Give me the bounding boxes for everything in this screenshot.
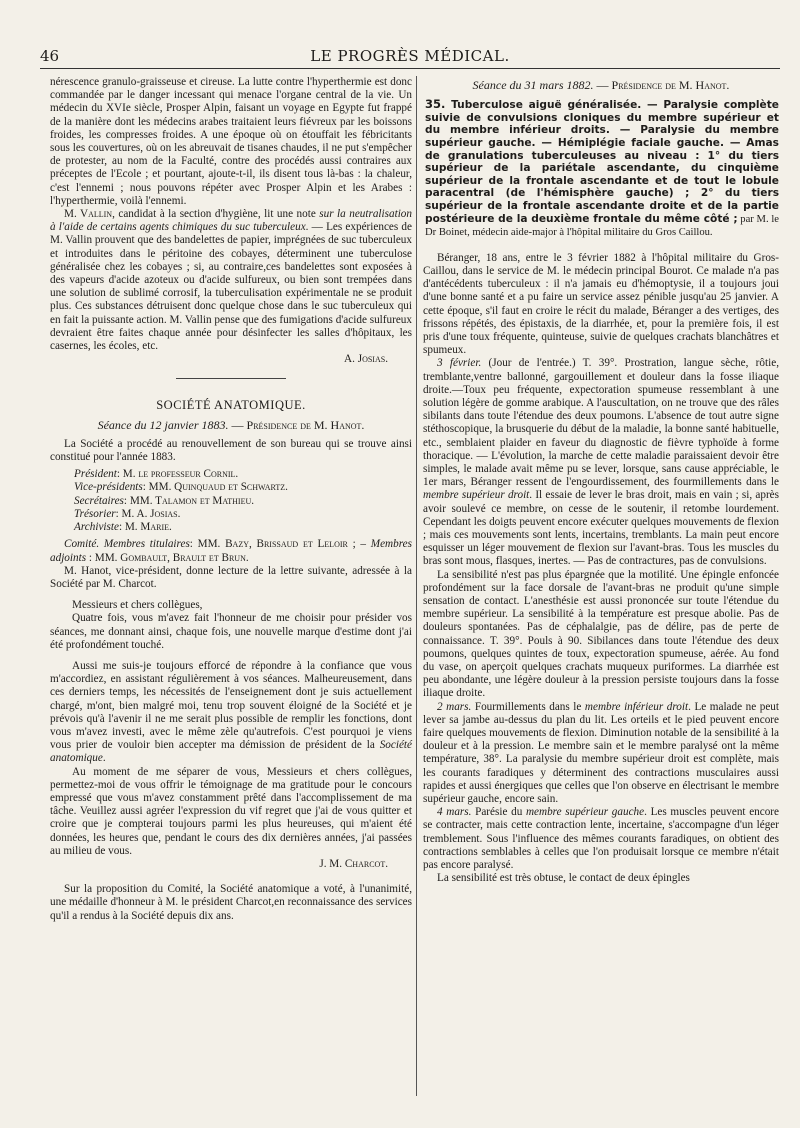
adjoints-names: : MM. Gombault, Brault et Brun. [86,551,249,564]
paragraph-bureau: La Société a procédé au renouvellement de son bureau qui se trouve ainsi constitué pour l'année 1883. [50,437,412,464]
paragraph-2-mars [423,701,779,807]
text-run: . Il essaie de lever le bras droit, mais en vain ; si, après avoir soulevé ce membre, on cesse de le soutenir, il retombe lourdement. Cependant les doigts peuvent encore exécuter quelques mouvements de flexion ; mais ces mouvements sont lents, incertains, tremblants. La main peut encore esquisser un léger mouvement de flexion sur l'avant-bras. Tous les muscles du bras sont mous, flasques, inertes. — Pas de contractures, pas de convulsions. [423,489,779,568]
italic-term: membre supérieur gauche [525,806,645,819]
bureau-role: Secrétaires [74,494,124,507]
paragraph-hyperthermia: nérescence granulo-graisseuse et cireuse. La lutte contre l'hyperthermie est donc commandée par le danger incessant qui menace l'organe central de la vie. Un médecin du XVIe siècle, Prosper Alpin, faisant un voyage en Egypte fut frappé de la manière dont les médecins arabes traitaient leurs fiévreux par les boissons froides, les compresses froides. A une époque où on étouffait les fébricitants sous les couvertures, où on les abreuvait de tisanes chaudes, il ne put s'empêcher de protester, au nom de la Faculté, contre des procédés aussi contraires aux préceptes de l'Ecole ; et pourtant, ajoute-t-il, ils disent tous là-bas : la chaleur, c'est l'ennemi ; nous pouvons répéter avec Prosper Alpin et les Arabes : l'hyperthermie, voilà l'ennemi. [50,76,412,207]
signature-charcot: J. M. Charcot. [319,857,388,870]
charcot-letter [50,599,412,871]
bureau-list [74,468,412,534]
paragraph-hanot: M. Hanot, vice-président, donne lecture de la lettre suivante, adressée à la Société par M. Charcot. [50,564,412,590]
bureau-item [74,508,412,521]
paragraph-beranger: Béranger, 18 ans, entre le 3 février 1882 à l'hôpital militaire du Gros-Caillou, dans le service de M. le médecin principal Bourot. Ce malade n'a pas d'antécédents tuberculeux : il n'a jamais eu d'hémoptysie, il a toujours joui d'une bonne santé et a pu faire un service assez pénible jusqu'au 25 janvier. A cette époque, s'il faut en croire le récit du malade, Béranger a des vertiges, des frissons répétés, des épistaxis, de la diarrhée, et, pour la première fois, il est pris d'une toux fréquente, quinteuse, suivie de quelques crachats blanchâtres et spumeux. [423,251,779,357]
letter-salutation: Messieurs et chers collègues, [72,599,203,612]
letter-paragraph: Quatre fois, vous m'avez fait l'honneur de me choisir pour présider vos séances, me donnant ainsi, chaque fois, une nouvelle marque d'estime dont j'ai été profondément touché. [50,612,412,651]
letter-paragraph: Au moment de me séparer de vous, Messieurs et chers collègues, permettez-moi de vous offrir le témoignage de ma gratitude pour le concours empressé que vous m'avez constamment prêté dans l'accomplissement de ma tâche. Veuillez aussi agréer l'expression du vif regret que j'ai de vous quitter et croire que je compterai toujours parmi les plus heureuses, qui m'aient été données, les heures que, pendant le cours des dix dernières années, j'ai passées au milieu de vous. [50,765,412,857]
left-column [50,76,412,923]
paragraph-medaille: Sur la proposition du Comité, la Société anatomique a voté, à l'unanimité, une médaille d'honneur à M. le président Charcot,en reconnaissance des services qu'il a rendus à la Société depuis dix ans. [50,883,412,922]
paragraph-4-mars [423,806,779,872]
section-separator [176,378,286,379]
case-heading [425,98,779,240]
text-run: . [102,752,106,765]
signature-josias: A. Josias. [344,353,388,366]
paragraph-sensibilite: La sensibilité n'est pas plus épargnée que la motilité. Une épingle enfoncée profondément sur la face dorsale de l'avant-bras ne produit qu'une simple sensation de contact. L'anesthésie est aussi prononcée sur toute l'étendue du membre supérieur. La sensibilité à la température est presque abolie. Pas de douleurs spontanées. Pas de céphalalgie, pas de délire, pas de perte de connaissance. T. 39°. Pouls à 90. Sibilances dans toute l'étendue des deux poumons, quelques quintes de toux, expectoration spumeuse, aérée. Au fond du vase, on aperçoit quelques crachats muqueux puriformes. La diarrhée est peu abondante, une légère douleur à la pression persiste toujours dans la fosse iliaque droite. [423,568,779,700]
entry-date: 3 février. [437,357,482,370]
column-divider [416,76,417,1096]
bureau-names: : MM. Quinquaud et Schwartz. [142,481,288,494]
seance-heading [50,419,412,432]
bureau-item [74,521,412,534]
seance-president: — Présidence de M. Hanot. [228,417,365,432]
author-name: M. Vallin [64,208,113,221]
bureau-names: : M. le professeur Cornil. [116,468,239,481]
text-run: , candidat à la section d'hygiène, lit une note [112,208,320,221]
case-author: par M. le Dr Boinet, médecin aide-major à l'hôpital militaire du Gros Caillou. [425,213,779,239]
seance-date: Séance du 12 janvier 1883. [97,417,229,432]
bureau-role: Vice-présidents [74,481,143,494]
case-title: Tuberculose aiguë généralisée. — Paralysie complète suivie de convulsions cloniques du membre supérieur et du membre inférieur droits. — Paralysie du membre supérieur gauche. — Hémiplégie faciale gauche. — Amas de granulations tuberculeuses au niveau : 1° du tiers supérieur de la pariétale ascendante, du cinquième supérieur de la frontale ascendante et de tout le lobule paracentral (de l'hémisphère gauche) ; 2° du tiers supérieur de la frontale ascendante droite et de la partie postérieure de la deuxième frontale du même côté ; [425,99,779,225]
page-number: 46 [40,47,60,65]
section-title: SOCIÉTÉ ANATOMIQUE. [156,398,306,413]
journal-title: LE PROGRÈS MÉDICAL. [310,47,510,65]
entry-date: 4 mars. [437,806,472,819]
bureau-names: : M. Marie. [118,521,172,534]
text-run: Fourmillements dans le [471,700,585,713]
bureau-names: : MM. Talamon et Mathieu. [123,494,255,507]
spacer [50,591,412,599]
italic-term: membre supérieur droit [423,489,530,502]
bureau-item [74,468,412,481]
running-header [40,44,780,69]
bureau-names: : M. A. Josias. [115,507,181,520]
case-number: 35. [425,97,446,112]
adjoints-label: Membres adjoints [50,538,412,564]
paragraph-final: La sensibilité est très obtuse, le contact de deux épingles [437,872,690,885]
spacer [50,652,412,660]
text-run: . — Les expériences de M. Vallin prouvent que des bandelettes de papier, imprégnées de suc tuberculeux et introduites dans le péritoine des cobayes, déterminent une tuberculose généralisée chez les cobayes ; si, au contraire,ces bandelettes sont exposées à des vapeurs d'acide azoteux ou d'acide sulfureux, ou bien sont trempées dans une solution de sublimé corrosif, la tuberculisation expérimentale ne se produit plus. Ces substances détruisent donc quelque chose dans le suc tuberculeux qui en fait la puissante action. M. Vallin pense que des fumigations d'acide sulfureux devraient être faites chaque année pour désinfecter les salles d'hôpitaux, les casernes, les écoles, etc. [50,221,412,353]
comite-label: Comité. Membres titulaires [64,538,190,551]
spacer [50,871,412,883]
bureau-item [74,495,412,508]
paragraph-comite [50,538,412,564]
comite-names: : MM. Bazy, Brissaud et Leloir ; – [189,538,367,551]
paragraph-vallin [50,208,412,353]
bureau-item [74,481,412,494]
italic-term: membre inférieur droit [584,700,689,713]
text-run: . Les muscles peuvent encore se contracter, mais cette contraction lente, incertaine, s'accompagne d'un léger tremblement. Sous l'influence des mêmes courants faradiques, on obtient des contractions semblables à celles que l'on produisait lorsque ce membre n'était pas encore paralysé. [423,806,780,872]
bureau-role: Président [74,468,117,481]
entry-date: 2 mars. [437,700,472,713]
text-run: . Le malade ne peut lever sa jambe au-dessus du plan du lit. Les orteils et le pied peuvent encore faire quelques mouvements de flexion. Diminution notable de la sensibilité à la douleur et à la pression. Le membre sain et le membre paralysé ont la même température, 38°. La paralysie du membre supérieur droit est complète, mais les courants faradiques y déterminent des contractions musculaires aussi rapides et aussi énergiques que celles que l'on observe en électrisant le membre supérieur gauche, encore sain. [423,700,779,806]
seance-president: — Présidence de M. Hanot. [593,78,730,92]
right-column [423,76,779,885]
paragraph-3-fevrier [423,357,779,568]
bureau-role: Archiviste [74,521,119,534]
letter-paragraph [50,660,412,766]
text-run: Parésie du [471,806,526,819]
italic-term: Société anatomique [50,739,412,765]
spacer [423,240,779,252]
italic-title: sur la neutralisation à l'aide de certains agents chimiques du suc tuberculeux [50,208,412,234]
seance-date: Séance du 31 mars 1882. [472,78,594,92]
seance-heading [423,79,779,92]
bureau-role: Trésorier [74,507,116,520]
text-run: Aussi me suis-je toujours efforcé de répondre à la confiance que vous m'accordiez, en assistant régulièrement à vos séances. Malheureusement, dans ces derniers temps, les nécessités de l'enseignement dont je suis actuellement chargé, m'ont, bien malgré moi, tenu trop souvent éloigné de la Société et je prévois qu'à l'avenir il ne me serait plus possible de remplir les fonctions, dont vous m'avez investi, avec le même zèle qu'autrefois. C'est pourquoi je viens vous prier de vouloir bien accepter ma démission de président de la [50,659,412,752]
text-run: (Jour de l'entrée.) T. 39°. Prostration, langue sèche, rôtie, tremblante,ventre ballonné, gargouillement et douleur dans la fosse iliaque droite.—Toux peu fréquente, expectoration spumeuse ressemblant à une solution légère de gomme arabique. A l'auscultation, on ne trouve que des râles sibilants dans toute l'étendue des deux poumons. L'absence de tout autre signe stéthoscopique, la brusquerie du début de la maladie, la bonne santé habituelle, etc., semblaient plaider en faveur du diagnostic de fièvre typhoïde à forme thoracique. — L'évolution, la marche de cette maladie paraissaient devoir être simples, le malade avait même pu se lever, lorsque, sans cause appréciable, le 1er mars, Béranger ressent de l'engourdissement, des fourmillements dans le [423,357,779,489]
